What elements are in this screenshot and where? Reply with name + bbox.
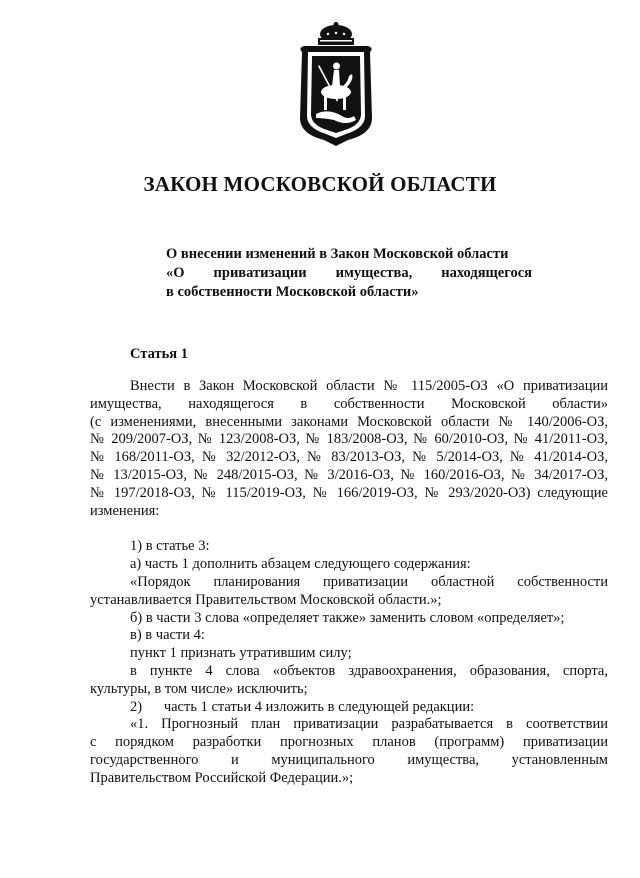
text-line: № 168/2011-ОЗ, № 32/2012-ОЗ, № 83/2013-ОЗ, № 5/2014-ОЗ, № 41/2014-ОЗ, [90,449,608,466]
list-item: пункт 1 признать утратившим силу; [130,645,352,662]
list-item: «Порядок планирования приватизации областной собственности [130,573,608,590]
list-item: в пункте 4 слова «объектов здравоохранения, образования, спорта, [130,662,608,679]
subject-line: «О приватизации имущества, находящегося [166,265,532,281]
document-title: ЗАКОН МОСКОВСКОЙ ОБЛАСТИ [143,172,497,196]
list-item: государственного и муниципального имущества, установленным [90,751,608,768]
list-item: с порядком разработки прогнозных планов (программ) приватизации [90,734,608,751]
subject-line: в собственности Московской области» [166,284,419,300]
list-item: «1. Прогнозный план приватизации разрабатывается в соответствии [130,716,608,733]
text-line: изменения: [90,502,160,519]
subject-line: О внесении изменений в Закон Московской области [166,246,509,262]
list-item: 1) в статье 3: [130,538,210,555]
text-line: № 209/2007-ОЗ, № 123/2008-ОЗ, № 183/2008-ОЗ, № 60/2010-ОЗ, № 41/2011-ОЗ, [90,431,608,448]
text-line: Внести в Закон Московской области № 115/2005-ОЗ «О приватизации [130,378,608,394]
list-item: культуры, в том числе» исключить; [90,680,308,697]
list-item: в) в части 4: [130,627,205,644]
coat-of-arms-emblem [288,22,384,150]
list-item: б) в части 3 слова «определяет также» заменить словом «определяет»; [130,609,565,626]
text-line: № 13/2015-ОЗ, № 248/2015-ОЗ, № 3/2016-ОЗ, № 160/2016-ОЗ, № 34/2017-ОЗ, [90,466,608,483]
text-line: имущества, находящегося в собственности Московской области» [90,395,608,412]
text-line: (с изменениями, внесенными законами Московской области № 140/2006-ОЗ, [90,413,608,430]
article-body [90,378,608,788]
text-line: № 197/2018-ОЗ, № 115/2019-ОЗ, № 166/2019-ОЗ, № 293/2020-ОЗ) следующие [90,484,608,501]
list-item: устанавливается Правительством Московской области.»; [90,591,442,608]
article-heading: Статья 1 [130,346,188,362]
law-subject [166,245,532,302]
list-item: Правительством Российской Федерации.»; [90,769,354,786]
list-item: 2) часть 1 статьи 4 изложить в следующей редакции: [130,698,475,715]
list-item: а) часть 1 дополнить абзацем следующего содержания: [130,556,471,573]
